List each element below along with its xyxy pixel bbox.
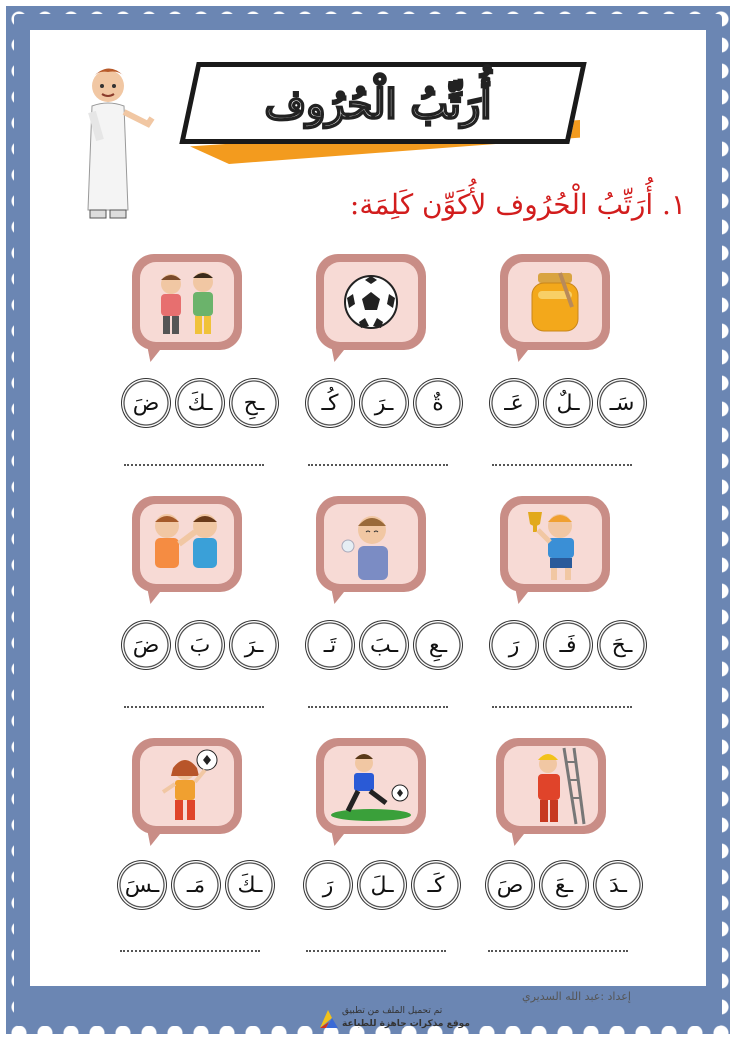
letter-circle (121, 620, 171, 670)
boy-kicking-ball-icon (328, 749, 414, 823)
answer-line[interactable] (488, 950, 628, 952)
picture-card (316, 738, 432, 850)
letter-circle (229, 378, 279, 428)
letter-text: ـبَ (369, 632, 399, 658)
letter-circle (359, 620, 409, 670)
letter-circle (597, 620, 647, 670)
letter-group (294, 378, 474, 428)
app-logo-icon (318, 1008, 340, 1030)
letter-text: ةٌ (432, 390, 444, 416)
picture-frame (140, 746, 234, 826)
letter-circle (413, 620, 463, 670)
letter-text: عَـ (504, 390, 524, 416)
picture-card (132, 496, 248, 608)
speech-bubble-tail (514, 340, 536, 362)
letter-text: ـكَ (187, 390, 213, 416)
page-title: أُرَتِّبُ الْحُرُوف (264, 80, 492, 128)
answer-line[interactable] (492, 464, 632, 466)
picture-card (316, 254, 432, 366)
letter-text: ضَ (132, 390, 160, 416)
letter-circle (539, 860, 589, 910)
letter-text: ـدَ (609, 872, 627, 898)
boy-trophy-icon (520, 506, 590, 582)
letter-text: ـحِ (243, 390, 265, 416)
speech-bubble-tail (146, 340, 168, 362)
picture-frame (140, 504, 234, 584)
picture-frame (324, 746, 418, 826)
letter-circle (543, 620, 593, 670)
letter-text: تَـ (323, 632, 337, 658)
speech-bubble-tail (330, 582, 352, 604)
letter-circle (121, 378, 171, 428)
letter-text: رَ (322, 872, 334, 898)
letter-text: رَ (508, 632, 520, 658)
picture-frame (508, 504, 602, 584)
speech-bubble-tail (146, 582, 168, 604)
letter-circle (489, 378, 539, 428)
letter-circle (597, 378, 647, 428)
letter-group (474, 860, 654, 910)
picture-card (316, 496, 432, 608)
letter-circle (489, 620, 539, 670)
letter-text: ـسَ (124, 872, 160, 898)
picture-frame (324, 504, 418, 584)
letter-circle (229, 620, 279, 670)
picture-card (132, 254, 248, 366)
letter-circle (305, 620, 355, 670)
letter-circle (117, 860, 167, 910)
letter-text: ضَ (132, 632, 160, 658)
letter-text: مَـ (186, 872, 206, 898)
instruction-text: ١. أُرَتِّبُ الْحُرُوف لأُكَوِّن كَلِمَة: (349, 188, 686, 221)
answer-line[interactable] (308, 706, 448, 708)
boy-illustration-icon (70, 60, 160, 225)
letter-text: ـعِ (428, 632, 448, 658)
title-banner (178, 62, 578, 146)
answer-line[interactable] (308, 464, 448, 466)
picture-frame (140, 262, 234, 342)
firefighter-ladder-icon (516, 746, 586, 826)
answer-line[interactable] (492, 706, 632, 708)
letter-text: كَـ (427, 872, 445, 898)
letter-text: سَـ (609, 390, 635, 416)
letter-circle (413, 378, 463, 428)
letter-text: ـعَ (554, 872, 574, 898)
letter-circle (359, 378, 409, 428)
letter-circle (485, 860, 535, 910)
answer-line[interactable] (124, 706, 264, 708)
picture-frame (504, 746, 598, 826)
two-boys-icon (147, 266, 227, 338)
speech-bubble-tail (330, 824, 352, 846)
letter-circle (357, 860, 407, 910)
letter-group (478, 620, 658, 670)
tired-boy-icon (336, 506, 406, 582)
boys-hitting-icon (145, 506, 229, 582)
soccer-ball-icon (341, 272, 401, 332)
letter-text: ـكَ (237, 872, 263, 898)
letter-circle (171, 860, 221, 910)
letter-circle (225, 860, 275, 910)
letter-circle (305, 378, 355, 428)
picture-frame (508, 262, 602, 342)
speech-bubble-tail (146, 824, 168, 846)
letter-text: صَ (496, 872, 524, 898)
speech-bubble-tail (514, 582, 536, 604)
picture-card (132, 738, 248, 850)
letter-circle (593, 860, 643, 910)
letter-circle (411, 860, 461, 910)
upload-note: تم تحميل الملف من تطبيق (342, 1006, 443, 1016)
letter-text: بَ (189, 632, 211, 658)
letter-text: ـرَ (244, 632, 264, 658)
letter-text: كُـ (321, 390, 339, 416)
picture-frame (324, 262, 418, 342)
speech-bubble-tail (330, 340, 352, 362)
letter-group (294, 620, 474, 670)
girl-ball-icon (147, 746, 227, 826)
letter-group (478, 378, 658, 428)
letter-text: ـلَ (370, 872, 394, 898)
letter-group (110, 620, 290, 670)
letter-text: ـلٌ (556, 390, 580, 416)
honey-jar-icon (520, 267, 590, 337)
letter-text: فَـ (559, 632, 577, 658)
letter-circle (175, 378, 225, 428)
answer-line[interactable] (124, 464, 264, 466)
letter-group (110, 378, 290, 428)
picture-card (500, 496, 616, 608)
answer-line[interactable] (306, 950, 446, 952)
picture-card (496, 738, 612, 850)
letter-group (292, 860, 472, 910)
picture-card (500, 254, 616, 366)
speech-bubble-tail (510, 824, 532, 846)
letter-circle (175, 620, 225, 670)
letter-text: ـرَ (374, 390, 394, 416)
answer-line[interactable] (120, 950, 260, 952)
site-name: موقع مذكرات جاهزة للطباعة (342, 1019, 470, 1029)
letter-text: ـحَ (611, 632, 633, 658)
letter-circle (543, 378, 593, 428)
letter-group (106, 860, 286, 910)
author-credit: إعداد :عبد الله السديري (522, 990, 631, 1003)
letter-circle (303, 860, 353, 910)
